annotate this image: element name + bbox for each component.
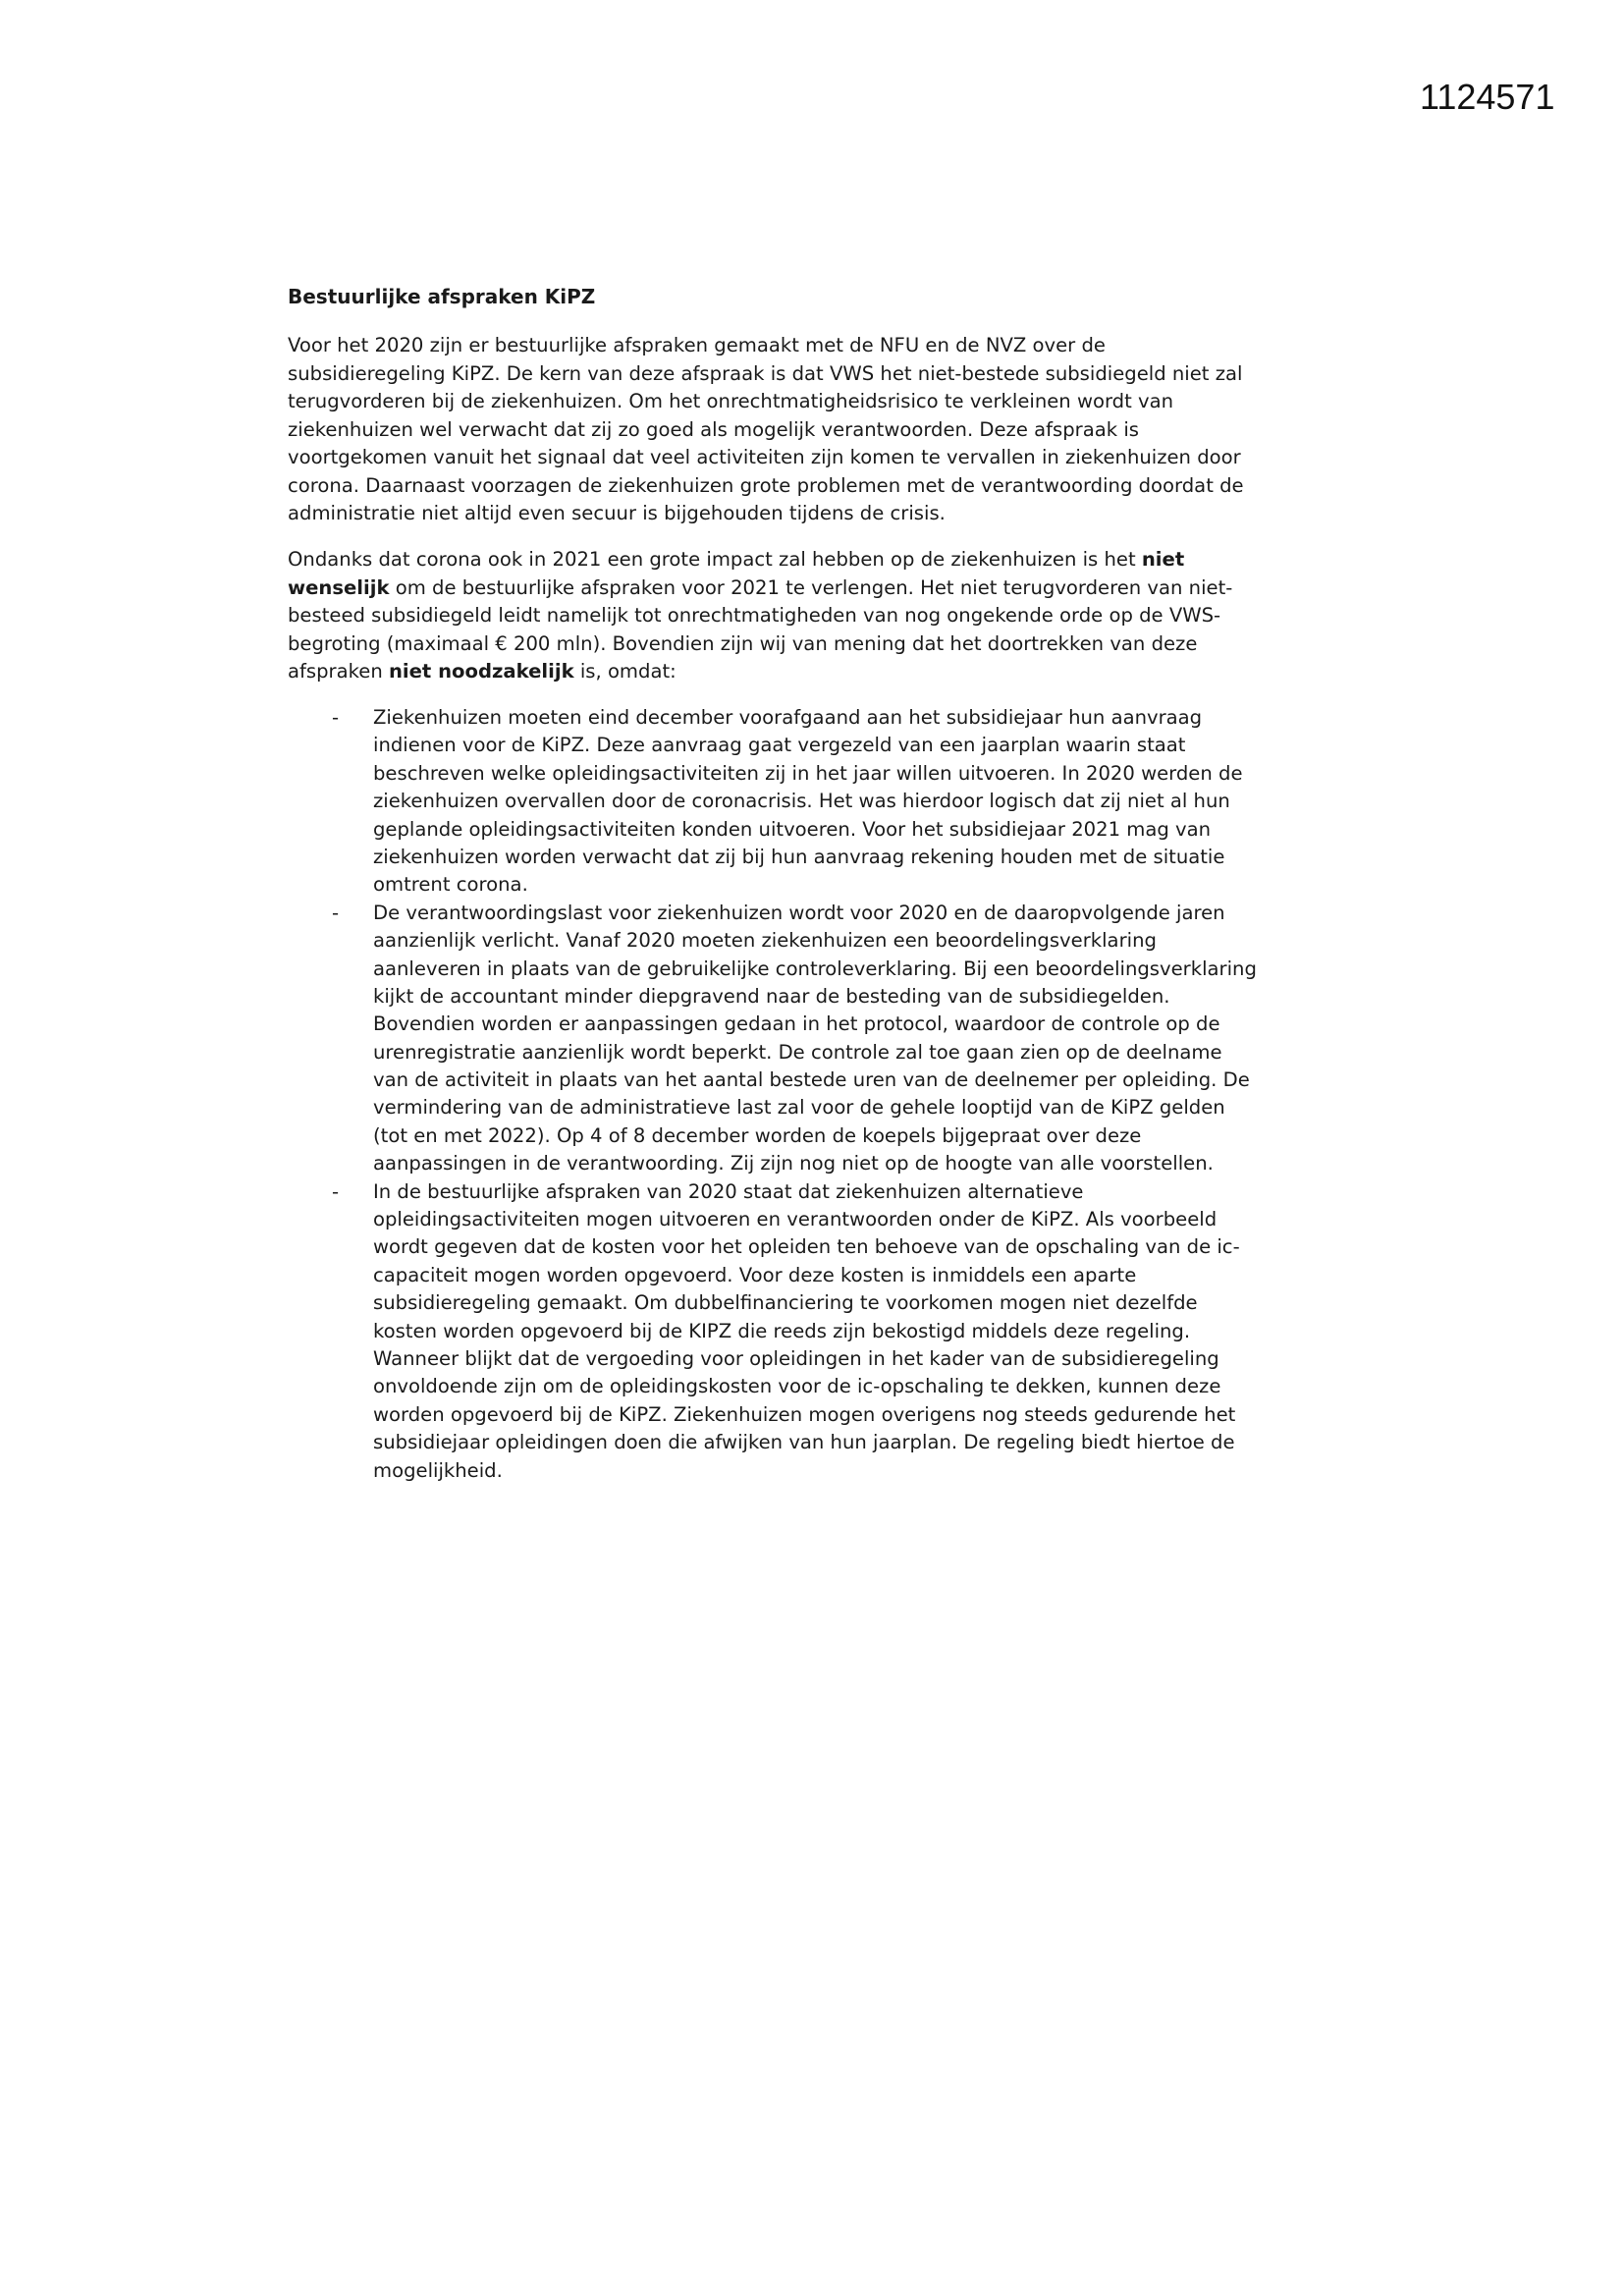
emphasis: niet [1141, 548, 1185, 571]
text-line: ziekenhuizen overvallen door de coronacrisis. Het was hierdoor logisch dat zij niet al hun [373, 790, 1230, 813]
text-line: kosten worden opgevoerd bij de KIPZ die reeds zijn bekostigd middels deze regeling. [373, 1319, 1191, 1342]
text-line: terugvorderen bij de ziekenhuizen. Om het onrechtmatigheidsrisico te verkleinen wordt van [288, 390, 1174, 412]
list-item [288, 900, 1257, 1178]
text-line: Ziekenhuizen moeten eind december voorafgaand aan het subsidiejaar hun aanvraag [373, 706, 1203, 729]
text-line: mogelijkheid. [373, 1458, 503, 1482]
text-line: capaciteit mogen worden opgevoerd. Voor deze kosten is inmiddels een aparte [373, 1263, 1137, 1286]
text-line: De verantwoordingslast voor ziekenhuizen wordt voor 2020 en de daaropvolgende jaren [373, 901, 1225, 924]
text-line: Voor het 2020 zijn er bestuurlijke afspraken gemaakt met de NFU en de NVZ over de [288, 334, 1106, 356]
text-line: worden opgevoerd bij de KiPZ. Ziekenhuizen mogen overigens nog steeds gedurende het [373, 1402, 1236, 1426]
text-line: ziekenhuizen worden verwacht dat zij bij hun aanvraag rekening houden met de situatie [373, 845, 1225, 868]
text-line: aanzienlijk verlicht. Vanaf 2020 moeten ziekenhuizen een beoordelingsverklaring [373, 929, 1157, 953]
list-item [288, 704, 1257, 900]
bullet-dash: - [332, 706, 340, 729]
text-line: wordt gegeven dat de kosten voor het opleiden ten behoeve van de opschaling van de ic- [373, 1235, 1240, 1259]
text-line: kijkt de accountant minder diepgravend naar de besteding van de subsidiegelden. [373, 984, 1170, 1008]
text-line: subsidiejaar opleidingen doen die afwijken van hun jaarplan. De regeling biedt hiertoe de [373, 1431, 1235, 1454]
text-line: onvoldoende zijn om de opleidingskosten voor de ic-opschaling te dekken, kunnen deze [373, 1375, 1221, 1398]
text-line [288, 658, 1232, 686]
text-line: geplande opleidingsactiviteiten konden uitvoeren. Voor het subsidiejaar 2021 mag van [373, 817, 1212, 841]
paragraph-intro [288, 332, 1244, 528]
text-line: (tot en met 2022). Op 4 of 8 december worden de koepels bijgepraat over deze [373, 1123, 1142, 1147]
text-line: indienen voor de KiPZ. Deze aanvraag gaat vergezeld van een jaarplan waarin staat [373, 734, 1186, 757]
text-line: van de activiteit in plaats van het aantal bestede uren van de deelnemer per opleiding. De [373, 1068, 1250, 1092]
text-line: begroting (maximaal € 200 mln). Bovendien zijn wij van mening dat het doortrekken van deze [288, 631, 1198, 655]
bullet-dash: - [332, 901, 340, 924]
bullet-dash: - [332, 1179, 340, 1203]
text-line: ziekenhuizen wel verwacht dat zij zo goed als mogelijk verantwoorden. Deze afspraak is [288, 417, 1139, 441]
text-line: administratie niet altijd even secuur is bijgehouden tijdens de crisis. [288, 502, 946, 524]
text: Ondanks dat corona ook in 2021 een grote impact zal hebben op de ziekenhuizen is het [288, 548, 1142, 571]
paragraph-assessment [288, 546, 1232, 686]
text-line: aanleveren in plaats van de gebruikelijke controleverklaring. Bij een beoordelingsverklaring [373, 957, 1257, 980]
text-line [288, 574, 1232, 603]
text: afspraken [288, 660, 389, 683]
emphasis: niet noodzakelijk [388, 660, 574, 683]
text-line: voortgekomen vanuit het signaal dat veel activiteiten zijn komen te vervallen in ziekenhuizen door [288, 446, 1241, 468]
text: is, omdat: [573, 660, 677, 683]
text-line: omtrent corona. [373, 873, 528, 897]
text-line: corona. Daarnaast voorzagen de ziekenhuizen grote problemen met de verantwoording doordat de [288, 473, 1244, 497]
text-line [288, 546, 1232, 574]
text-line: vermindering van de administratieve last zal voor de gehele looptijd van de KiPZ gelden [373, 1096, 1225, 1120]
text-line: besteed subsidiegeld leidt namelijk tot onrechtmatigheden van nog ongekende orde op de VWS- [288, 604, 1221, 627]
section-heading: Bestuurlijke afspraken KiPZ [288, 285, 596, 308]
text: om de bestuurlijke afspraken voor 2021 te verlengen. Het niet terugvorderen van niet- [389, 575, 1233, 599]
text-line: Bovendien worden er aanpassingen gedaan in het protocol, waardoor de controle op de [373, 1012, 1220, 1036]
bullet-list [288, 704, 1257, 1485]
document-id: 1124571 [1420, 77, 1555, 117]
list-item [288, 1178, 1257, 1485]
emphasis: wenselijk [288, 575, 390, 599]
text-line: beschreven welke opleidingsactiviteiten zij in het jaar willen uitvoeren. In 2020 werden de [373, 761, 1243, 785]
text-line: aanpassingen in de verantwoording. Zij zijn nog niet op de hoogte van alle voorstellen. [373, 1152, 1214, 1175]
text-line: urenregistratie aanzienlijk wordt beperkt. De controle zal toe gaan zien op de deelname [373, 1040, 1222, 1064]
text-line: subsidieregeling KiPZ. De kern van deze afspraak is dat VWS het niet-bestede subsidiegeld niet zal [288, 361, 1243, 385]
text-line: subsidieregeling gemaakt. Om dubbelfinanciering te voorkomen mogen niet dezelfde [373, 1291, 1198, 1315]
text-line: Wanneer blijkt dat de vergoeding voor opleidingen in het kader van de subsidieregeling [373, 1346, 1219, 1370]
text-line: opleidingsactiviteiten mogen uitvoeren en verantwoorden onder de KiPZ. Als voorbeeld [373, 1208, 1218, 1231]
text-line: In de bestuurlijke afspraken van 2020 staat dat ziekenhuizen alternatieve [373, 1179, 1084, 1203]
